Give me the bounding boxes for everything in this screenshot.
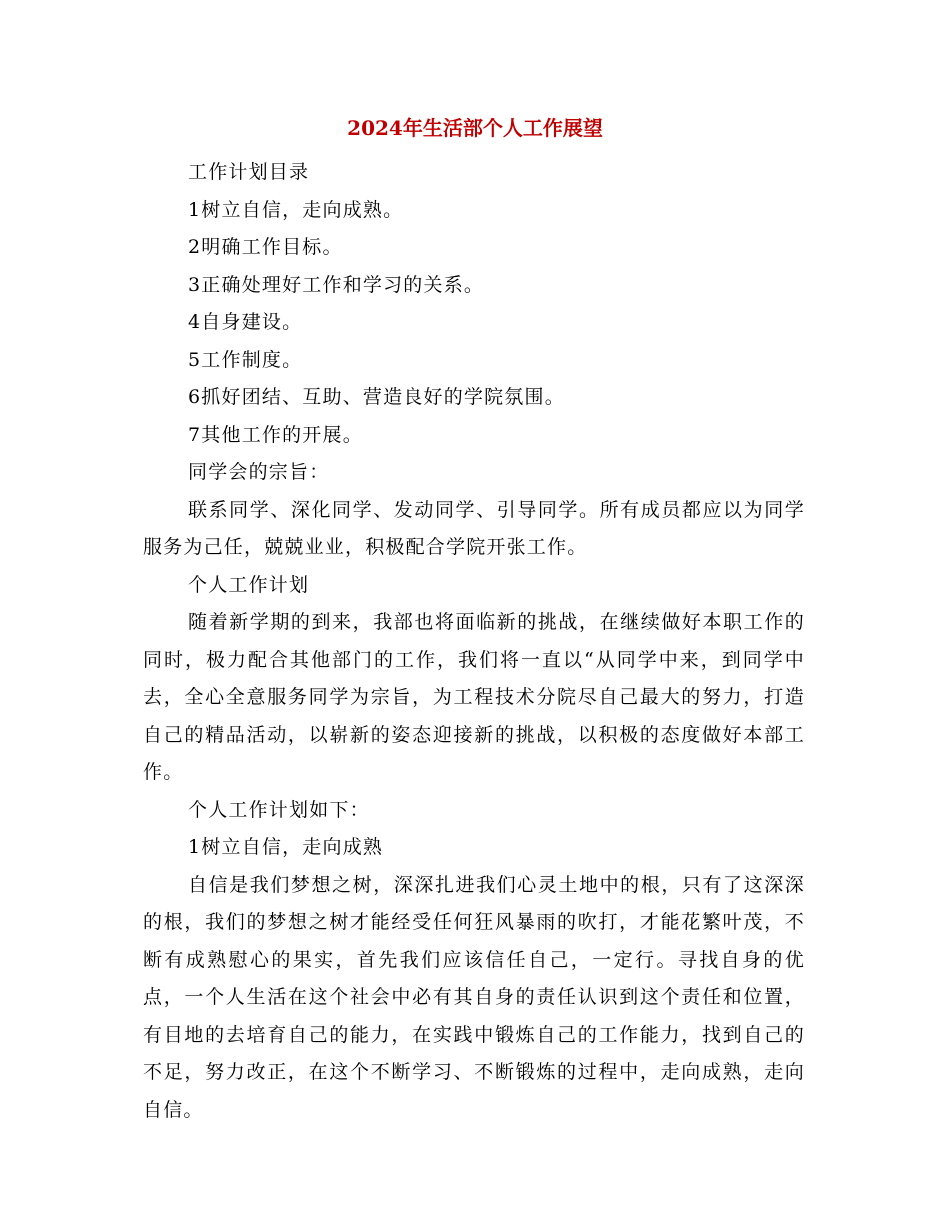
paragraph-toc-heading: 工作计划目录 — [188, 161, 310, 183]
paragraph-plan-heading: 个人工作计划 — [188, 573, 310, 596]
paragraph-toc-item-7: 7其他工作的开展。 — [188, 423, 363, 446]
paragraph-toc-item-2: 2明确工作目标。 — [188, 236, 343, 258]
paragraph-section-1-heading: 1树立自信，走向成熟 — [188, 836, 384, 858]
paragraph-plan-intro: 随着新学期的到来，我部也将面临新的挑战，在继续做好本职工作的同时，极力配合其他部门的工作，我们将一直以“从同学中来，到同学中去，全心全意服务同学为宗旨，为工程技术分院尽自己最大的努力，打造自己的精品活动，以崭新的姿态迎接新的挑战，以积极的态度做好本部工作。 — [143, 611, 805, 783]
document-body — [143, 154, 805, 1129]
document-title: 2024年生活部个人工作展望 — [347, 116, 603, 140]
paragraph-toc-item-6: 6抓好团结、互助、营造良好的学院氛围。 — [188, 386, 565, 408]
paragraph-section-1-text: 自信是我们梦想之树，深深扎进我们心灵土地中的根，只有了这深深的根，我们的梦想之树才能经受任何狂风暴雨的吹打，才能花繁叶茂，不断有成熟慰心的果实，首先我们应该信任自己，一定行。寻找自身的优点，一个人生活在这个社会中必有其自身的责任认识到这个责任和位置，有目地的去培育自己的能力，在实践中锻炼自己的工作能力，找到自己的不足，努力改正，在这个不断学习、不断锻炼的过程中，走向成熟，走向自信。 — [143, 873, 805, 1121]
paragraph-toc-item-3: 3正确处理好工作和学习的关系。 — [188, 273, 485, 296]
paragraph-purpose-heading: 同学会的宗旨： — [188, 461, 330, 483]
paragraph-toc-item-4: 4自身建设。 — [188, 311, 303, 333]
paragraph-toc-item-1: 1树立自信，走向成熟。 — [188, 198, 404, 221]
paragraph-purpose-text: 联系同学、深化同学、发动同学、引导同学。所有成员都应以为同学服务为己任，兢兢业业，积极配合学院开张工作。 — [143, 498, 805, 558]
paragraph-toc-item-5: 5工作制度。 — [188, 348, 303, 371]
paragraph-plan-list-heading: 个人工作计划如下： — [188, 798, 370, 821]
